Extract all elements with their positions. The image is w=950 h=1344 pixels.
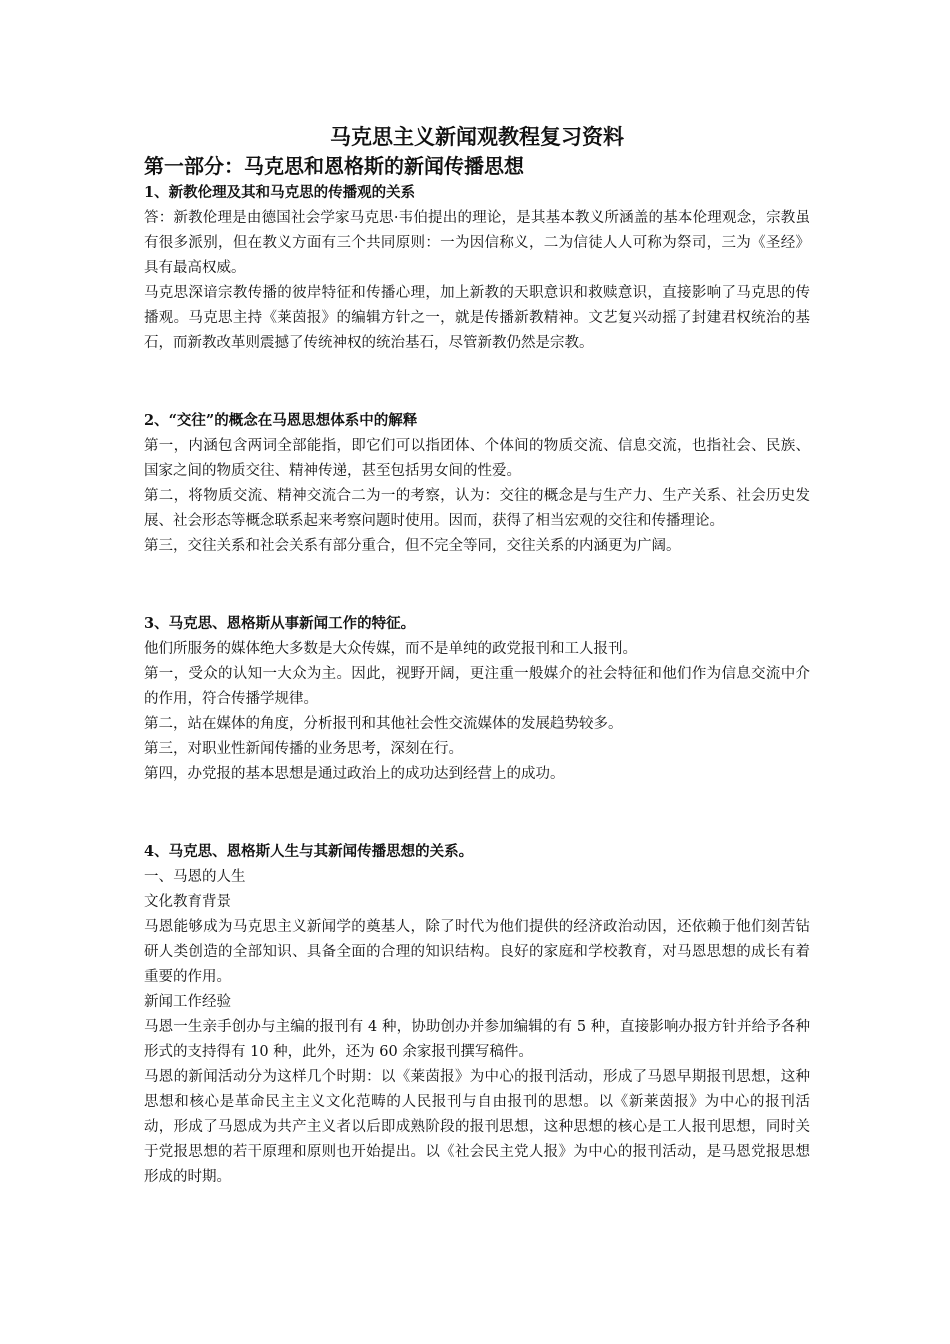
- paragraph: 第一，内涵包含两词全部能指，即它们可以指团体、个体间的物质交流、信息交流，也指社会、民族、国家之间的物质交往、精神传递，甚至包括男女间的性爱。: [144, 438, 810, 479]
- paragraph: 第三，对职业性新闻传播的业务思考，深刻在行。: [144, 741, 463, 757]
- paragraph: 答：新教伦理是由德国社会学家马克思·韦伯提出的理论，是其基本教义所涵盖的基本伦理观念，宗教虽有很多派别，但在教义方面有三个共同原则：一为因信称义，二为信徒人人可称为祭司，三为《圣经》具有最高权威。: [144, 210, 810, 276]
- part-title: 第一部分：马克思和恩格斯的新闻传播思想: [144, 154, 524, 178]
- section-3: [144, 611, 810, 787]
- section-heading: 4、马克思、恩格斯人生与其新闻传播思想的关系。: [144, 843, 474, 860]
- paragraph: 第三，交往关系和社会关系有部分重合，但不完全等同，交往关系的内涵更为广阔。: [144, 538, 681, 554]
- section-spacer: [144, 787, 810, 839]
- section-1: [144, 180, 810, 356]
- section-heading: 2、“交往”的概念在马恩思想体系中的解释: [144, 412, 418, 429]
- paragraph: 马恩能够成为马克思主义新闻学的奠基人，除了时代为他们提供的经济政治动因，还依赖于他们刻苦钻研人类创造的全部知识、具备全面的合理的知识结构。良好的家庭和学校教育，对马恩思想的成长有着重要的作用。: [144, 919, 810, 985]
- section-spacer: [144, 356, 810, 408]
- section-spacer: [144, 559, 810, 611]
- section-2: [144, 408, 810, 559]
- paragraph: 第二，将物质交流、精神交流合二为一的考察，认为：交往的概念是与生产力、生产关系、社会历史发展、社会形态等概念联系起来考察问题时使用。因而，获得了相当宏观的交往和传播理论。: [144, 488, 810, 529]
- paragraph: 他们所服务的媒体绝大多数是大众传媒，而不是单纯的政党报刊和工人报刊。: [144, 641, 637, 657]
- section-4: [144, 839, 810, 1190]
- paragraph: 新闻工作经验: [144, 994, 231, 1010]
- paragraph: 马恩的新闻活动分为这样几个时期：以《莱茵报》为中心的报刊活动，形成了马恩早期报刊思想，这种思想和核心是革命民主主义文化范畴的人民报刊与自由报刊的思想。以《新莱茵报》为中心的报刊活动，形成了马恩成为共产主义者以后即成熟阶段的报刊思想，这种思想的核心是工人报刊思想，同时关于党报思想的若干原理和原则也开始提出。以《社会民主党人报》为中心的报刊活动，是马恩党报思想形成的时期。: [144, 1069, 810, 1185]
- document-title: 马克思主义新闻观教程复习资料: [330, 124, 624, 149]
- paragraph: 第四，办党报的基本思想是通过政治上的成功达到经营上的成功。: [144, 766, 565, 782]
- paragraph: 第二，站在媒体的角度，分析报刊和其他社会性交流媒体的发展趋势较多。: [144, 716, 623, 732]
- paragraph: 马克思深谙宗教传播的彼岸特征和传播心理，加上新教的天职意识和救赎意识，直接影响了马克思的传播观。马克思主持《莱茵报》的编辑方针之一，就是传播新教精神。文艺复兴动摇了封建君权统治的基石，而新教改革则震撼了传统神权的统治基石，尽管新教仍然是宗教。: [144, 285, 810, 351]
- section-heading: 3、马克思、恩格斯从事新闻工作的特征。: [144, 615, 416, 632]
- document-page: [144, 122, 810, 1190]
- paragraph: 一、马恩的人生: [144, 869, 246, 885]
- section-heading: 1、新教伦理及其和马克思的传播观的关系: [144, 184, 416, 201]
- paragraph: 马恩一生亲手创办与主编的报刊有 4 种，协助创办并参加编辑的有 5 种，直接影响办报方针并给予各种形式的支持得有 10 种，此外，还为 60 余家报刊撰写稿件。: [144, 1019, 810, 1060]
- paragraph: 文化教育背景: [144, 894, 231, 910]
- paragraph: 第一，受众的认知一大众为主。因此，视野开阔，更注重一般媒介的社会特征和他们作为信息交流中介的作用，符合传播学规律。: [144, 666, 810, 707]
